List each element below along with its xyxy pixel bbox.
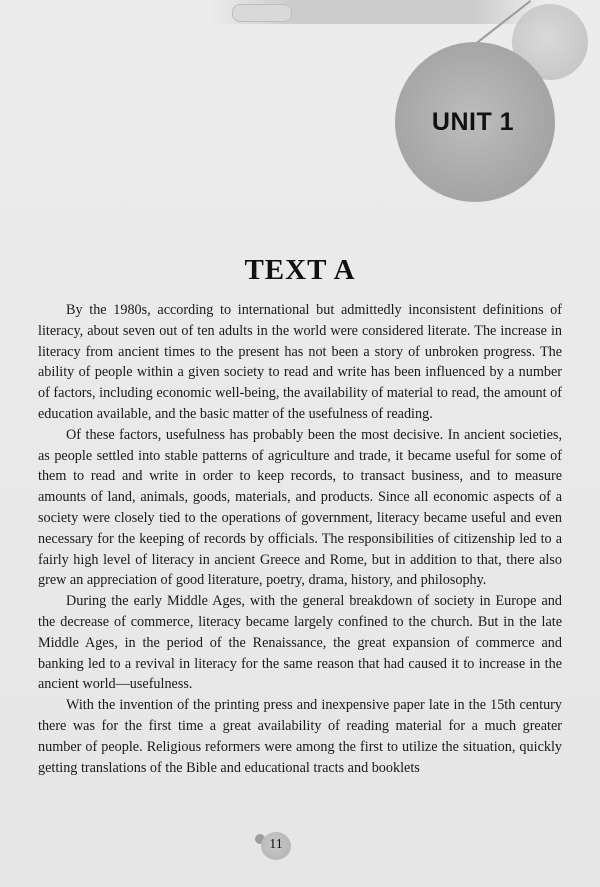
paragraph: During the early Middle Ages, with the general breakdown of society in Europe and the decrease of commerce, literacy became largely confined to the church. But in the late Middle Ages, in the period of the Renaissance, the great expansion of commerce and banking led to a revival in literacy for the same reason that had caused it to increase in the ancient world—usefulness.: [38, 593, 562, 693]
paragraph: By the 1980s, according to international but admittedly inconsistent definitions of literacy, about seven out of ten adults in the world were considered literate. The increase in literacy from ancient times to the present has not been a story of unbroken progress. The ability of people within a given society to read and write has been influenced by a number of factors, including economic well-being, the availability of material to read, the amount of education available, and the basic matter of the usefulness of reading.: [38, 302, 562, 422]
running-header-tab: [232, 4, 292, 22]
section-title: TEXT A: [244, 254, 356, 286]
paragraph: With the invention of the printing press and inexpensive paper late in the 15th century there was for the first time a great availability of reading material for a much greater number of people. Religious reformers were among the first to utilize the situation, quickly getting translations of the Bible and educational tracts and booklets: [38, 697, 562, 776]
unit-badge: [395, 42, 555, 202]
unit-label: UNIT 1: [431, 107, 515, 136]
page-number-badge: [255, 832, 295, 860]
page-number: 11: [269, 837, 283, 852]
body-text: [38, 300, 562, 778]
paragraph: Of these factors, usefulness has probably been the most decisive. In ancient societies, as people settled into stable patterns of agriculture and trade, it became useful for some of them to read and write in order to keep records, to transact business, and to measure amounts of land, animals, goods, materials, and products. Since all economic aspects of a society were closely tied to the operations of government, literacy became useful and even necessary for the keeping of records by officials. The responsibilities of citizenship led to a fairly high level of literacy in ancient Greece and Rome, but in addition to that, there also grew an appreciation of good literature, poetry, drama, history, and philosophy.: [38, 426, 562, 589]
